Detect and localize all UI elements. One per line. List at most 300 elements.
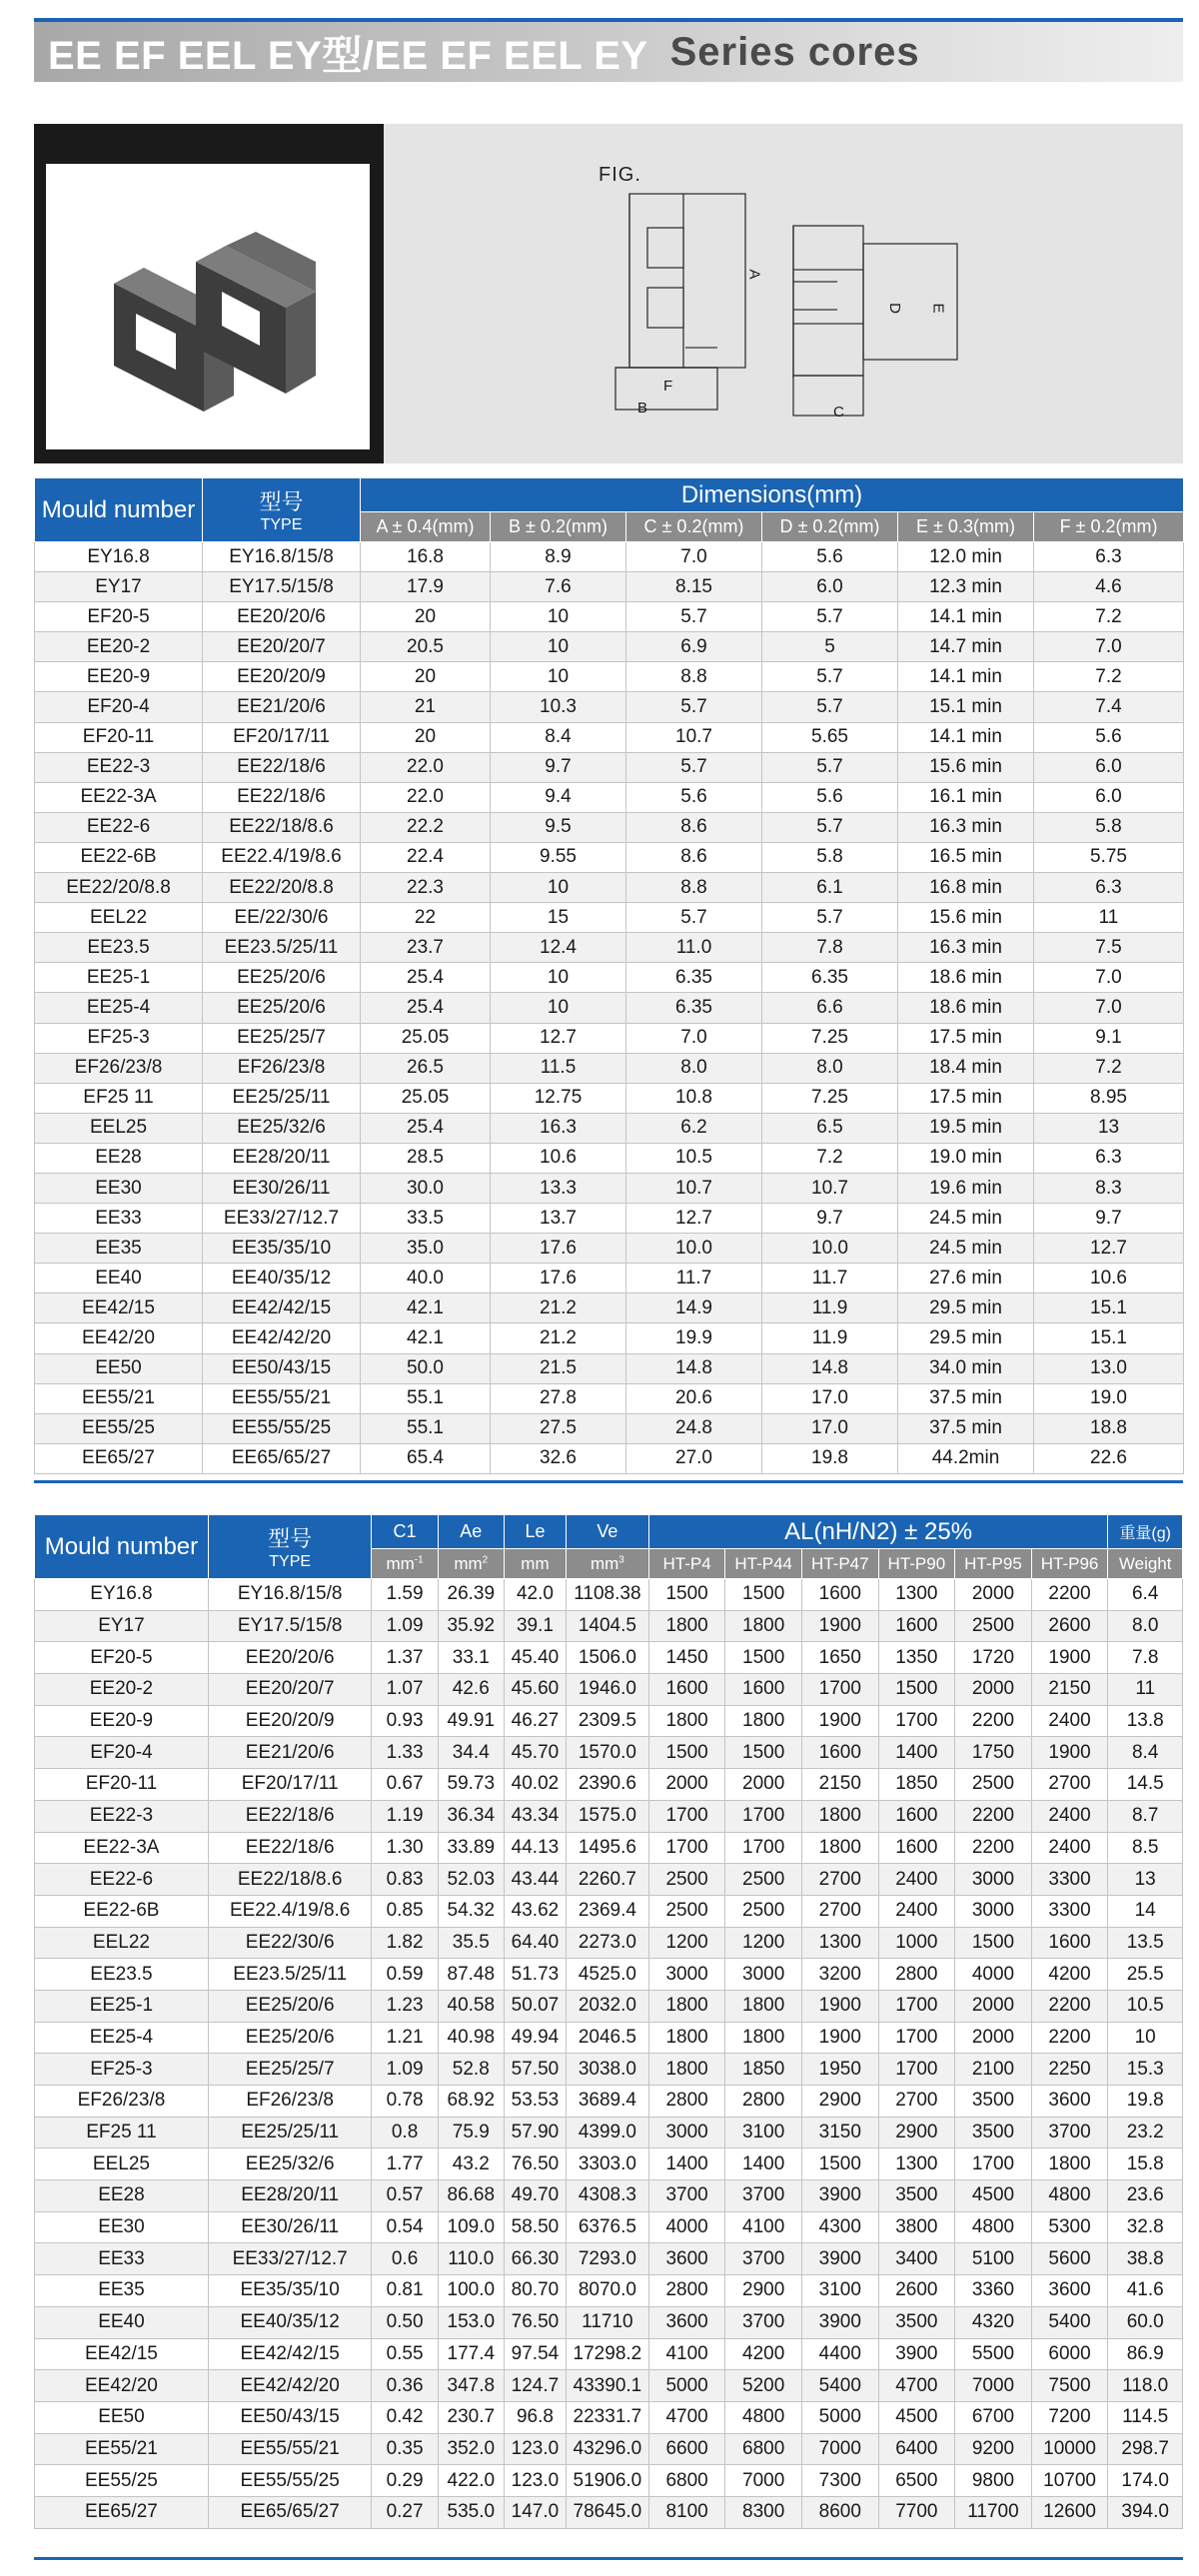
value-cell: 6.3 [1034,873,1184,903]
dim-label-c: C [833,404,844,421]
value-cell: 4300 [801,2211,878,2243]
table-row [35,572,1184,602]
mould-number-cell: EE22-6 [35,1864,209,1896]
value-cell: 1600 [878,1610,955,1642]
material-col-p95: HT-P95 [955,1549,1032,1579]
value-cell: 19.0 min [898,1143,1034,1173]
value-cell: 6.0 [1034,752,1184,782]
type-cell: EE22/18/6 [208,1800,372,1832]
mould-number-cell: EE50 [35,2401,209,2433]
value-cell: 17.0 [762,1413,898,1443]
value-cell: 2369.4 [567,1895,649,1927]
mould-number-cell: EE65/27 [35,1443,203,1473]
table-row [35,1642,1183,1674]
value-cell: 16.3 [491,1113,626,1143]
type-cell: EE22.4/19/8.6 [208,1895,372,1927]
value-cell: 14.1 min [898,662,1034,692]
mould-number-cell: EE42/20 [35,1323,203,1353]
value-cell: 45.60 [504,1674,566,1706]
table1-bottom-rule [34,1480,1183,1483]
value-cell: 2700 [801,1895,878,1927]
mould-number-cell: EF20-5 [35,1642,209,1674]
value-cell: 15.6 min [898,903,1034,933]
value-cell: 1720 [955,1642,1032,1674]
value-cell: 2400 [878,1895,955,1927]
value-cell: 50.0 [361,1353,491,1383]
value-cell: 2700 [878,2086,955,2118]
type-header-2 [208,1515,372,1579]
value-cell: 35.92 [438,1610,504,1642]
table-row [35,2465,1183,2497]
table-row [35,812,1184,842]
type-cell: EE22/30/6 [208,1927,372,1959]
value-cell: 13.8 [1108,1705,1183,1737]
value-cell: 36.34 [438,1800,504,1832]
value-cell: 1800 [801,1832,878,1864]
value-cell: 10 [491,602,626,632]
value-cell: 8.5 [1108,1832,1183,1864]
table-row [35,1737,1183,1769]
mould-number-cell: EE30 [35,2211,209,2243]
value-cell: 1700 [878,2054,955,2086]
table-row [35,2306,1183,2338]
value-cell: 43.34 [504,1800,566,1832]
type-cell: EE22/18/6 [203,752,361,782]
type-cell: EE20/20/7 [208,1674,372,1706]
value-cell: 22.4 [361,842,491,872]
ve-unit: $mm^3$ [567,1549,649,1579]
weight-header: 重量(g) [1108,1515,1183,1549]
type-cell: EE22.4/19/8.6 [203,842,361,872]
value-cell: 19.8 [762,1443,898,1473]
value-cell: 1.19 [372,1800,438,1832]
value-cell: 21.2 [491,1323,626,1353]
value-cell: 3900 [801,2180,878,2212]
value-cell: 15.1 [1034,1323,1184,1353]
value-cell: 17.6 [491,1264,626,1293]
value-cell: 43296.0 [567,2433,649,2465]
mould-number-cell: EE20-9 [35,662,203,692]
value-cell: 174.0 [1108,2465,1183,2497]
value-cell: 1500 [725,1579,802,1611]
table-row [35,2401,1183,2433]
value-cell: 1900 [801,1705,878,1737]
value-cell: 1.30 [372,1832,438,1864]
value-cell: 1850 [725,2054,802,2086]
value-cell: 4100 [648,2338,725,2370]
mould-number-cell: EE22-3 [35,1800,209,1832]
value-cell: 4800 [955,2211,1032,2243]
mould-number-cell: EE22-6B [35,1895,209,1927]
mould-number-cell: EE35 [35,2275,209,2307]
dim-label-d: D [885,303,903,314]
value-cell: 15.1 [1034,1293,1184,1323]
value-cell: 8.4 [1108,1737,1183,1769]
value-cell: 6.5 [762,1113,898,1143]
figure-label: FIG. [599,164,641,186]
value-cell: 57.90 [504,2117,566,2148]
value-cell: 7.8 [1108,1642,1183,1674]
value-cell: 6000 [1031,2338,1108,2370]
value-cell: 33.89 [438,1832,504,1864]
value-cell: 2700 [801,1864,878,1896]
type-cell: EY17.5/15/8 [208,1610,372,1642]
value-cell: 3700 [725,2306,802,2338]
type-cell: EE35/35/10 [203,1234,361,1264]
value-cell: 13.0 [1034,1353,1184,1383]
value-cell: 8300 [725,2496,802,2528]
value-cell: 10.6 [491,1143,626,1173]
value-cell: 1900 [801,2022,878,2054]
mould-number-cell: EE20-9 [35,1705,209,1737]
type-cell: EE25/20/6 [203,993,361,1023]
value-cell: 7.4 [1034,692,1184,722]
type-cell: EE22/18/6 [203,782,361,812]
value-cell: 14.5 [1108,1769,1183,1801]
value-cell: 5.6 [1034,722,1184,752]
value-cell: 2500 [725,1864,802,1896]
value-cell: 0.27 [372,2496,438,2528]
value-cell: 96.8 [504,2401,566,2433]
table-row [35,1204,1184,1234]
table-row [35,602,1184,632]
value-cell: 3360 [955,2275,1032,2307]
value-cell: 3500 [878,2180,955,2212]
value-cell: 3600 [1031,2275,1108,2307]
value-cell: 16.8 [361,542,491,572]
value-cell: 25.4 [361,1113,491,1143]
value-cell: 1800 [725,1990,802,2022]
value-cell: 6.9 [626,632,762,662]
value-cell: 26.39 [438,1579,504,1611]
value-cell: 5.6 [762,782,898,812]
value-cell: 8.9 [491,542,626,572]
value-cell: 1506.0 [567,1642,649,1674]
value-cell: 25.5 [1108,1959,1183,1991]
value-cell: 35.0 [361,1234,491,1264]
value-cell: 6.4 [1108,1579,1183,1611]
mould-number-cell: EE33 [35,1204,203,1234]
value-cell: 5.7 [762,602,898,632]
value-cell: 14.7 min [898,632,1034,662]
value-cell: 38.8 [1108,2243,1183,2275]
value-cell: 11.5 [491,1053,626,1083]
value-cell: 15.3 [1108,2054,1183,2086]
table-row [35,1832,1183,1864]
type-cell: EE20/20/6 [208,1642,372,1674]
value-cell: 2900 [725,2275,802,2307]
value-cell: 1700 [878,2022,955,2054]
page-title: EE EF EEL EY型/EE EF EEL EY [48,33,648,78]
value-cell: 7200 [1031,2401,1108,2433]
table-row [35,993,1184,1023]
type-cell: EE55/55/25 [208,2465,372,2497]
value-cell: 5.8 [762,842,898,872]
table-row [35,2433,1183,2465]
value-cell: 68.92 [438,2086,504,2118]
value-cell: 8100 [648,2496,725,2528]
value-cell: 16.3 min [898,812,1034,842]
table-row [35,722,1184,752]
value-cell: 1700 [955,2148,1032,2180]
value-cell: 9.7 [491,752,626,782]
value-cell: 1500 [878,1674,955,1706]
type-cell: EE20/20/9 [203,662,361,692]
value-cell: 12.7 [491,1023,626,1053]
value-cell: 7700 [878,2496,955,2528]
type-cell: EE20/20/7 [203,632,361,662]
dim-label-b: B [637,400,648,417]
type-header-en-2: TYPE [269,1553,312,1570]
value-cell: 0.42 [372,2401,438,2433]
dim-label-f: F [663,378,673,395]
type-cell: EE21/20/6 [203,692,361,722]
mould-number-cell: EE25-1 [35,1990,209,2022]
value-cell: 4200 [725,2338,802,2370]
value-cell: 6376.5 [567,2211,649,2243]
value-cell: 10.7 [762,1173,898,1203]
value-cell: 5500 [955,2338,1032,2370]
value-cell: 8.6 [626,842,762,872]
value-cell: 14.1 min [898,602,1034,632]
value-cell: 2600 [1031,1610,1108,1642]
value-cell: 422.0 [438,2465,504,2497]
dim-col-b: B ± 0.2(mm) [491,512,626,542]
value-cell: 13.3 [491,1173,626,1203]
value-cell: 42.6 [438,1674,504,1706]
type-cell: EF26/23/8 [208,2086,372,2118]
value-cell: 1600 [801,1579,878,1611]
table-row [35,1705,1183,1737]
value-cell: 0.57 [372,2180,438,2212]
value-cell: 18.6 min [898,963,1034,993]
value-cell: 2700 [1031,1769,1108,1801]
mould-number-cell: EE25-1 [35,963,203,993]
value-cell: 1900 [1031,1737,1108,1769]
value-cell: 14.8 [762,1353,898,1383]
value-cell: 1300 [878,2148,955,2180]
mould-number-cell: EE42/20 [35,2370,209,2402]
type-cell: EE25/25/11 [208,2117,372,2148]
type-cell: EE42/42/15 [208,2338,372,2370]
value-cell: 2200 [955,1832,1032,1864]
value-cell: 1850 [878,1769,955,1801]
mould-number-cell: EE20-2 [35,1674,209,1706]
type-cell: EE42/42/20 [203,1323,361,1353]
value-cell: 12.4 [491,933,626,963]
value-cell: 5.6 [626,782,762,812]
value-cell: 7000 [955,2370,1032,2402]
mould-number-cell: EE22-6B [35,842,203,872]
value-cell: 5.7 [762,662,898,692]
value-cell: 2200 [1031,1990,1108,2022]
type-cell: EE30/26/11 [203,1173,361,1203]
value-cell: 2000 [725,1769,802,1801]
mould-number-cell: EF20-11 [35,722,203,752]
value-cell: 1.07 [372,1674,438,1706]
value-cell: 41.6 [1108,2275,1183,2307]
type-cell: EE23.5/25/11 [203,933,361,963]
value-cell: 8.0 [762,1053,898,1083]
value-cell: 11.7 [626,1264,762,1293]
value-cell: 58.50 [504,2211,566,2243]
value-cell: 1600 [801,1737,878,1769]
type-cell: EE50/43/15 [203,1353,361,1383]
value-cell: 6.1 [762,873,898,903]
value-cell: 11710 [567,2306,649,2338]
table-row [35,2370,1183,2402]
type-cell: EE55/55/21 [203,1383,361,1413]
table-row [35,933,1184,963]
value-cell: 10000 [1031,2433,1108,2465]
value-cell: 7000 [725,2465,802,2497]
value-cell: 32.6 [491,1443,626,1473]
value-cell: 7.0 [626,1023,762,1053]
value-cell: 4800 [1031,2180,1108,2212]
value-cell: 2600 [878,2275,955,2307]
value-cell: 2309.5 [567,1705,649,1737]
value-cell: 6.0 [1034,782,1184,812]
value-cell: 19.6 min [898,1173,1034,1203]
value-cell: 4700 [648,2401,725,2433]
value-cell: 54.32 [438,1895,504,1927]
value-cell: 14.8 [626,1353,762,1383]
value-cell: 17.5 min [898,1083,1034,1113]
value-cell: 3400 [878,2243,955,2275]
mould-number-cell: EE30 [35,1173,203,1203]
value-cell: 2000 [955,1579,1032,1611]
value-cell: 10.7 [626,1173,762,1203]
value-cell: 123.0 [504,2433,566,2465]
value-cell: 46.27 [504,1705,566,1737]
mould-number-cell: EE23.5 [35,933,203,963]
type-cell: EE22/18/6 [208,1832,372,1864]
value-cell: 10 [1108,2022,1183,2054]
value-cell: 55.1 [361,1383,491,1413]
value-cell: 4200 [1031,1959,1108,1991]
value-cell: 7.25 [762,1023,898,1053]
value-cell: 147.0 [504,2496,566,2528]
table-row [35,1264,1184,1293]
value-cell: 42.1 [361,1293,491,1323]
type-cell: EE20/20/6 [203,602,361,632]
value-cell: 19.8 [1108,2086,1183,2118]
value-cell: 153.0 [438,2306,504,2338]
mould-number-cell: EE55/25 [35,2465,209,2497]
value-cell: 4500 [878,2401,955,2433]
type-cell: EE40/35/12 [203,1264,361,1293]
value-cell: 15.8 [1108,2148,1183,2180]
value-cell: 35.5 [438,1927,504,1959]
value-cell: 11 [1034,903,1184,933]
table-row [35,1053,1184,1083]
value-cell: 30.0 [361,1173,491,1203]
value-cell: 44.2min [898,1443,1034,1473]
value-cell: 1495.6 [567,1832,649,1864]
value-cell: 0.78 [372,2086,438,2118]
value-cell: 6.35 [626,963,762,993]
value-cell: 8.8 [626,873,762,903]
value-cell: 7.2 [1034,662,1184,692]
value-cell: 10.6 [1034,1264,1184,1293]
value-cell: 1000 [878,1927,955,1959]
value-cell: 1700 [878,1705,955,1737]
type-cell: EE22/20/8.8 [203,873,361,903]
table-row [35,1383,1184,1413]
mould-number-cell: EY17 [35,572,203,602]
value-cell: 52.8 [438,2054,504,2086]
mould-number-cell: EF26/23/8 [35,1053,203,1083]
value-cell: 2500 [648,1895,725,1927]
mould-number-cell: EE33 [35,2243,209,2275]
value-cell: 7500 [1031,2370,1108,2402]
value-cell: 1404.5 [567,1610,649,1642]
value-cell: 5.6 [762,542,898,572]
table-row [35,1413,1184,1443]
value-cell: 6.35 [762,963,898,993]
value-cell: 5.75 [1034,842,1184,872]
value-cell: 1700 [648,1800,725,1832]
core-photo [46,164,370,449]
value-cell: 10 [491,993,626,1023]
value-cell: 3689.4 [567,2086,649,2118]
value-cell: 4308.3 [567,2180,649,2212]
value-cell: 53.53 [504,2086,566,2118]
type-cell: EE25/32/6 [208,2148,372,2180]
material-col-p96: HT-P96 [1031,1549,1108,1579]
value-cell: 4399.0 [567,2117,649,2148]
table-row [35,1113,1184,1143]
value-cell: 3100 [725,2117,802,2148]
table-row [35,1234,1184,1264]
value-cell: 1800 [801,1800,878,1832]
value-cell: 7000 [801,2433,878,2465]
value-cell: 5.8 [1034,812,1184,842]
value-cell: 2400 [1031,1832,1108,1864]
value-cell: 16.1 min [898,782,1034,812]
value-cell: 1200 [725,1927,802,1959]
value-cell: 5200 [725,2370,802,2402]
value-cell: 1800 [648,1990,725,2022]
value-cell: 1700 [725,1800,802,1832]
value-cell: 3600 [1031,2086,1108,2118]
table-row [35,2338,1183,2370]
mould-number-cell: EY17 [35,1610,209,1642]
value-cell: 5.7 [762,692,898,722]
value-cell: 3300 [1031,1895,1108,1927]
value-cell: 66.30 [504,2243,566,2275]
table-row [35,2243,1183,2275]
value-cell: 2000 [955,1990,1032,2022]
value-cell: 2150 [801,1769,878,1801]
value-cell: 2500 [725,1895,802,1927]
value-cell: 40.0 [361,1264,491,1293]
value-cell: 1500 [648,1737,725,1769]
value-cell: 1200 [648,1927,725,1959]
value-cell: 2250 [1031,2054,1108,2086]
value-cell: 123.0 [504,2465,566,2497]
value-cell: 0.36 [372,2370,438,2402]
value-cell: 3500 [955,2086,1032,2118]
value-cell: 7.2 [1034,1053,1184,1083]
value-cell: 28.5 [361,1143,491,1173]
value-cell: 1600 [725,1674,802,1706]
mould-number-cell: EE55/21 [35,1383,203,1413]
table-row [35,1083,1184,1113]
value-cell: 2500 [955,1769,1032,1801]
value-cell: 8.7 [1108,1800,1183,1832]
value-cell: 6.3 [1034,542,1184,572]
